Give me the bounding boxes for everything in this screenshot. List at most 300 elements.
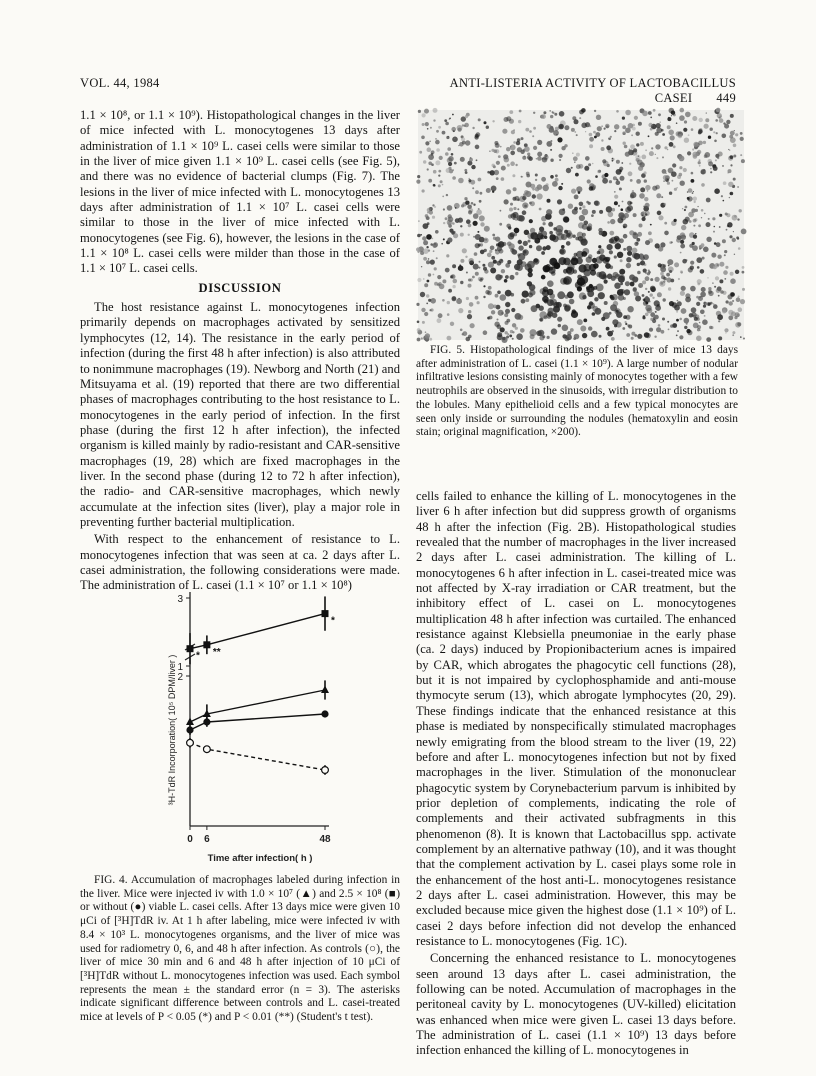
cell-nucleus [710,326,713,329]
cell-nucleus [717,314,723,320]
cell-nucleus [598,245,601,248]
cell-nucleus [630,144,635,149]
cell-nucleus [541,114,546,119]
cell-nucleus [617,252,623,258]
cell-nucleus [465,140,470,145]
cell-nucleus [623,226,626,229]
cell-nucleus [425,214,429,218]
cell-nucleus [422,113,426,117]
cell-nucleus [460,281,463,284]
cell-nucleus [637,160,643,166]
cell-nucleus [644,179,647,182]
cell-nucleus [428,154,434,160]
cell-nucleus [708,136,711,139]
cell-nucleus [523,193,526,196]
cell-nucleus [515,272,518,275]
cell-nucleus [693,191,694,192]
cell-nucleus [693,142,698,147]
cell-nucleus [715,119,718,122]
cell-nucleus [512,338,514,340]
cell-nucleus [737,322,741,326]
cell-nucleus [700,292,706,298]
cell-nucleus [683,219,689,225]
y-axis-label: ³H-TdR Incorporation( 10⁵ DPM/liver ) [167,654,177,806]
cell-nucleus [550,149,552,151]
running-title-text: ANTI-LISTERIA ACTIVITY OF LACTOBACILLUS CASEI [449,76,736,105]
cell-nucleus [660,282,663,285]
cell-nucleus [717,157,719,159]
cell-nucleus [633,288,637,292]
cell-nucleus [740,299,745,304]
cell-nucleus [736,297,741,302]
cell-nucleus [443,238,445,240]
cell-nucleus [589,186,594,191]
cell-nucleus [486,188,491,193]
cell-nucleus [447,336,452,341]
data-point-circle [203,718,210,725]
cell-nucleus [527,261,535,269]
cell-nucleus [491,186,497,192]
cell-nucleus [492,164,495,167]
cell-nucleus [519,110,522,113]
cell-nucleus [601,317,605,321]
cell-nucleus [539,208,542,211]
cell-nucleus [699,296,701,298]
cell-nucleus [417,234,421,238]
cell-nucleus [533,127,536,130]
cell-nucleus [466,219,471,224]
cell-nucleus [668,329,670,331]
cell-nucleus [547,124,552,129]
cell-nucleus [425,122,429,126]
cell-nucleus [645,149,647,151]
cell-nucleus [734,130,735,131]
cell-nucleus [622,131,626,135]
cell-nucleus [638,122,642,126]
cell-nucleus [550,140,552,142]
cell-nucleus [515,164,517,166]
cell-nucleus [551,328,557,334]
cell-nucleus [424,283,428,287]
cell-nucleus [505,302,510,307]
cell-nucleus [489,250,492,253]
cell-nucleus [682,208,683,209]
cell-nucleus [574,131,576,133]
cell-nucleus [488,286,492,290]
cell-nucleus [566,241,571,246]
cell-nucleus [539,140,541,142]
cell-nucleus [613,301,618,306]
fig4-caption [80,874,400,1025]
cell-nucleus [550,159,553,162]
cell-nucleus [564,125,569,130]
cell-nucleus [501,177,505,181]
cell-nucleus [654,300,660,306]
cell-nucleus [633,232,637,236]
cell-nucleus [663,180,665,182]
cell-nucleus [604,173,608,177]
cell-nucleus [577,286,582,291]
cell-nucleus [577,319,583,325]
series-line [190,743,325,770]
cell-nucleus [597,170,601,174]
cell-nucleus [581,108,586,113]
cell-nucleus [522,196,526,200]
cell-nucleus [628,123,634,129]
cell-nucleus [494,141,498,145]
cell-nucleus [510,275,515,280]
cell-nucleus [550,175,554,179]
fig4-chart [167,590,350,866]
cell-nucleus [697,325,701,329]
cell-nucleus [654,336,656,338]
cell-nucleus [490,246,495,251]
cell-nucleus [616,180,621,185]
cell-nucleus [696,336,702,342]
cell-nucleus [604,280,608,284]
cell-nucleus [679,318,682,321]
cell-nucleus [679,115,685,121]
cell-nucleus [589,137,594,142]
cell-nucleus [482,264,485,267]
cell-nucleus [684,318,690,324]
cell-nucleus [494,322,499,327]
cell-nucleus [729,301,733,305]
cell-nucleus [567,263,574,270]
cell-nucleus [645,185,650,190]
cell-nucleus [673,113,676,116]
cell-nucleus [571,167,573,169]
cell-nucleus [425,331,427,333]
cell-nucleus [496,177,499,180]
cell-nucleus [691,307,697,313]
cell-nucleus [630,282,635,287]
cell-nucleus [476,159,478,161]
cell-nucleus [681,308,687,314]
cell-nucleus [730,272,734,276]
cell-nucleus [421,266,422,267]
cell-nucleus [539,311,547,319]
cell-nucleus [598,292,605,299]
cell-nucleus [530,228,535,233]
cell-nucleus [452,297,457,302]
cell-nucleus [510,161,515,166]
cell-nucleus [533,112,535,114]
cell-nucleus [698,129,702,133]
cell-nucleus [660,272,664,276]
cell-nucleus [444,119,447,122]
cell-nucleus [532,194,536,198]
cell-nucleus [521,299,526,304]
cell-nucleus [715,159,717,161]
cell-nucleus [632,248,638,254]
cell-nucleus [713,166,718,171]
cell-nucleus [451,127,456,132]
cell-nucleus [692,148,694,150]
cell-nucleus [724,328,728,332]
cell-nucleus [601,125,603,127]
cell-nucleus [458,128,462,132]
cell-nucleus [636,132,640,136]
cell-nucleus [426,260,430,264]
cell-nucleus [667,149,668,150]
cell-nucleus [678,278,680,280]
cell-nucleus [579,215,585,221]
cell-nucleus [549,231,553,235]
cell-nucleus [421,136,425,140]
data-point-square [203,641,210,648]
cell-nucleus [719,262,724,267]
cell-nucleus [416,180,420,184]
data-point-open-circle [187,739,194,746]
cell-nucleus [599,210,603,214]
cell-nucleus [529,130,532,133]
cell-nucleus [727,222,732,227]
cell-nucleus [458,178,464,184]
cell-nucleus [648,271,651,274]
cell-nucleus [447,313,450,316]
cell-nucleus [423,257,427,261]
y-tick-label: 3 [177,594,183,605]
cell-nucleus [676,335,678,337]
cell-nucleus [427,208,431,212]
cell-nucleus [650,117,652,119]
cell-nucleus [582,333,587,338]
cell-nucleus [546,183,549,186]
cell-nucleus [673,145,676,148]
cell-nucleus [636,242,639,245]
cell-nucleus [468,310,471,313]
cell-nucleus [479,237,485,243]
cell-nucleus [477,301,480,304]
cell-nucleus [669,192,672,195]
cell-nucleus [523,241,528,246]
cell-nucleus [417,338,421,342]
cell-nucleus [684,120,687,123]
results-paragraph: 1.1 × 10⁸, or 1.1 × 10⁹). Histopathological changes in the liver of mice infected with L. monocytogenes 13 days after administration of 1.1 × 10⁹ L. casei cells were similar to those in the liver of mice given 1.1 × 10⁹ L. casei cells (see Fig. 5), and there was no evidence of bacterial clumps (Fig. 7). The lesions in the liver of mice infected with L. monocytogenes 13 days after administration of 1.1 × 10⁷ L. casei cells were similar to those in the liver of mice infected with L. monocytogenes (see Fig. 6), however, the lesions in the case of 1.1 × 10⁸ L. casei cells were milder than those in the case of 1.1 × 10⁷ L. casei cells. [80,108,400,276]
cell-nucleus [656,123,661,128]
cell-nucleus [664,203,667,206]
cell-nucleus [688,134,690,136]
cell-nucleus [489,150,491,152]
cell-nucleus [433,242,438,247]
cell-nucleus [669,270,672,273]
cell-nucleus [614,255,617,258]
cell-nucleus [697,279,702,284]
cell-nucleus [655,311,657,313]
cell-nucleus [507,164,510,167]
cell-nucleus [609,231,614,236]
cell-nucleus [676,311,678,313]
cell-nucleus [497,291,501,295]
cell-nucleus [518,245,523,250]
cell-nucleus [518,120,521,123]
cell-nucleus [557,199,562,204]
cell-nucleus [510,203,513,206]
cell-nucleus [601,139,603,141]
cell-nucleus [701,217,702,218]
cell-nucleus [507,242,512,247]
cell-nucleus [453,279,458,284]
cell-nucleus [674,305,680,311]
cell-nucleus [511,293,515,297]
cell-nucleus [567,232,574,239]
cell-nucleus [483,267,487,271]
cell-nucleus [666,273,670,277]
cell-nucleus [506,147,510,151]
cell-nucleus [573,156,578,161]
cell-nucleus [533,146,537,150]
cell-nucleus [437,275,441,279]
cell-nucleus [685,206,688,209]
cell-nucleus [730,155,734,159]
cell-nucleus [697,266,700,269]
cell-nucleus [495,274,501,280]
cell-nucleus [476,209,482,215]
cell-nucleus [671,115,672,116]
cell-nucleus [611,337,615,341]
cell-nucleus [466,297,469,300]
cell-nucleus [662,156,664,158]
cell-nucleus [591,331,598,338]
cell-nucleus [525,298,529,302]
cell-nucleus [505,331,508,334]
cell-nucleus [504,279,508,283]
cell-nucleus [557,291,565,299]
cell-nucleus [740,336,742,338]
significance-label: ** [212,646,221,658]
cell-nucleus [634,116,638,120]
cell-nucleus [672,180,674,182]
cell-nucleus [610,219,615,224]
cell-nucleus [528,272,533,277]
cell-nucleus [650,278,653,281]
cell-nucleus [517,259,523,265]
cell-nucleus [648,135,650,137]
cell-nucleus [468,210,472,214]
cell-nucleus [522,291,529,298]
cell-nucleus [578,222,584,228]
cell-nucleus [433,108,438,113]
section-title-discussion: DISCUSSION [198,280,282,295]
cell-nucleus [497,246,502,251]
cell-nucleus [704,124,709,129]
fig5-micrograph [418,110,744,340]
cell-nucleus [471,165,475,169]
cell-nucleus [633,213,637,217]
cell-nucleus [704,213,705,214]
cell-nucleus [726,229,728,231]
cell-nucleus [469,258,474,263]
cell-nucleus [579,207,582,210]
cell-nucleus [708,218,710,220]
cell-nucleus [451,153,454,156]
cell-nucleus [492,234,495,237]
cell-nucleus [432,216,435,219]
cell-nucleus [417,175,420,178]
cell-nucleus [590,270,596,276]
cell-nucleus [662,169,667,174]
cell-nucleus [742,271,745,274]
cell-nucleus [579,117,581,119]
cell-nucleus [554,113,557,116]
y-tick-label: 1 [177,662,183,673]
cell-nucleus [480,192,483,195]
cell-nucleus [589,144,593,148]
cell-nucleus [423,160,426,163]
data-point-circle [186,726,193,733]
cell-nucleus [693,225,695,227]
cell-nucleus [554,263,561,270]
cell-nucleus [445,268,450,273]
cell-nucleus [522,156,526,160]
cell-nucleus [725,266,728,269]
cell-nucleus [418,220,419,221]
cell-nucleus [585,156,590,161]
cell-nucleus [728,182,733,187]
cell-nucleus [729,197,730,198]
cell-nucleus [452,264,456,268]
cell-nucleus [553,130,559,136]
cell-nucleus [619,238,624,243]
cell-nucleus [733,144,737,148]
cell-nucleus [423,240,428,245]
cell-nucleus [723,270,728,275]
cell-nucleus [716,108,721,113]
cell-nucleus [645,240,650,245]
cell-nucleus [567,331,571,335]
cell-nucleus [676,238,681,243]
cell-nucleus [702,319,708,325]
cell-nucleus [543,111,546,114]
cell-nucleus [691,179,695,183]
cell-nucleus [425,141,429,145]
cell-nucleus [512,323,516,327]
cell-nucleus [599,231,604,236]
cell-nucleus [447,147,451,151]
cell-nucleus [730,192,734,196]
cell-nucleus [678,134,682,138]
cell-nucleus [539,306,544,311]
cell-nucleus [667,125,671,129]
cell-nucleus [513,217,516,220]
cell-nucleus [702,257,705,260]
cell-nucleus [710,171,712,173]
cell-nucleus [627,324,630,327]
cell-nucleus [720,116,722,118]
cell-nucleus [494,149,498,153]
cell-nucleus [738,307,743,312]
cell-nucleus [606,145,611,150]
cell-nucleus [609,265,613,269]
cell-nucleus [733,231,734,232]
cell-nucleus [620,259,623,262]
cell-nucleus [715,276,719,280]
cell-nucleus [651,287,656,292]
cell-nucleus [448,222,451,225]
x-tick-label: 0 [187,834,193,845]
cell-nucleus [472,187,474,189]
cell-nucleus [714,226,716,228]
cell-nucleus [657,211,662,216]
cell-nucleus [703,141,706,144]
cell-nucleus [594,110,596,112]
cell-nucleus [623,142,626,145]
cell-nucleus [479,278,482,281]
cell-nucleus [563,304,567,308]
cell-nucleus [657,292,662,297]
cell-nucleus [472,127,474,129]
